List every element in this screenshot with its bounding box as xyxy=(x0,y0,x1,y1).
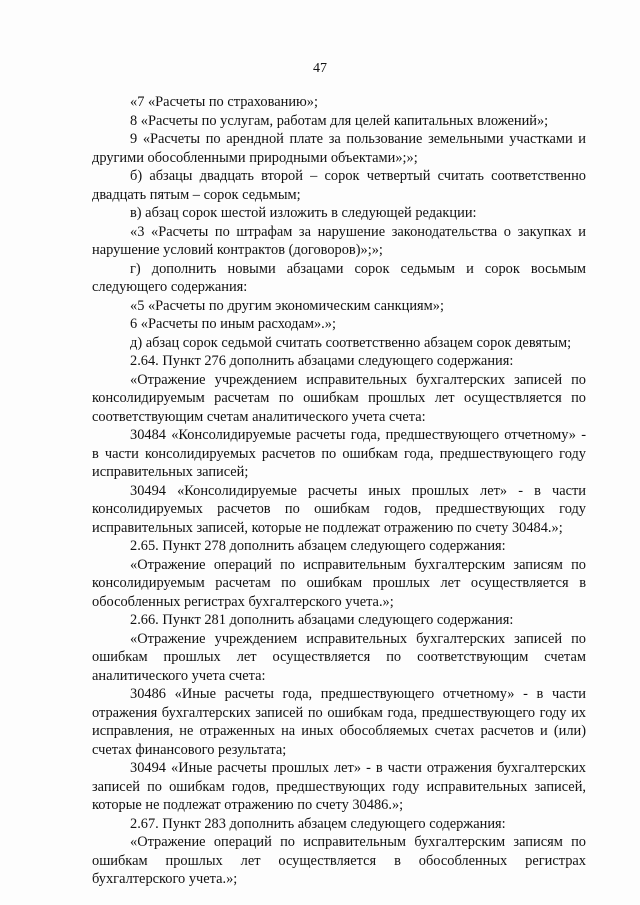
paragraph: 2.65. Пункт 278 дополнить абзацем следующего содержания: xyxy=(130,538,506,554)
paragraph: 30494 «Иные расчеты прошлых лет» - в части отражения бухгалтерских записей по ошибкам годов, предшествующих году исправительных записей, которые не подлежат отражению по счету 30486.»; xyxy=(92,760,586,813)
paragraph: 8 «Расчеты по услугам, работам для целей капитальных вложений»; xyxy=(130,112,549,129)
paragraph: 30484 «Консолидируемые расчеты года, предшествующего отчетному» - в части консолидируемых расчетов по ошибкам года, предшествующего году исправительных записей; xyxy=(92,427,586,480)
paragraph: 6 «Расчеты по иным расходам».»; xyxy=(130,316,336,332)
paragraph: 30486 «Иные расчеты года, предшествующего отчетному» - в части отражения бухгалтерских записей по ошибкам года, предшествующего году их исправления, не отраженных на иных обособляемых счетах расчетов и (или) счетах финансового результата; xyxy=(92,686,586,758)
paragraph: «7 «Расчеты по страхованию»; xyxy=(130,94,318,110)
page-number: 47 xyxy=(313,61,327,76)
paragraph: «5 «Расчеты по другим экономическим санкциям»; xyxy=(130,297,444,314)
paragraph: 30494 «Консолидируемые расчеты иных прошлых лет» - в части консолидируемых расчетов по ошибкам годов, предшествующих году исправительных записей, которые не подлежат отражению по счету 30484.»; xyxy=(92,482,586,536)
paragraph: 2.64. Пункт 276 дополнить абзацами следующего содержания: xyxy=(130,353,514,369)
paragraph: 9 «Расчеты по арендной плате за пользование земельными участками и другими обособленными природными объектами»;»; xyxy=(92,131,586,166)
paragraph: 2.66. Пункт 281 дополнить абзацами следующего содержания: xyxy=(130,612,514,628)
paragraph: 2.67. Пункт 283 дополнить абзацем следующего содержания: xyxy=(130,815,506,832)
paragraph: «Отражение операций по исправительным бухгалтерским записям по ошибкам прошлых лет осуществляется в обособленных регистрах бухгалтерского учета.»; xyxy=(92,834,586,887)
paragraph: «Отражение учреждением исправительных бухгалтерских записей по ошибкам прошлых лет осуществляется по соответствующим счетам аналитического учета счета: xyxy=(92,630,586,684)
paragraph: в) абзац сорок шестой изложить в следующей редакции: xyxy=(130,205,477,221)
paragraph: б) абзацы двадцать второй – сорок четвертый считать соответственно двадцать пятым – сорок седьмым; xyxy=(92,168,586,203)
paragraph: «Отражение операций по исправительным бухгалтерским записям по консолидируемым расчетам по ошибкам прошлых лет осуществляется в обособленных регистрах бухгалтерского учета.»; xyxy=(92,556,586,610)
paragraph: «Отражение учреждением исправительных бухгалтерских записей по консолидируемым расчетам по ошибкам прошлых лет осуществляется по соответствующим счетам аналитического учета счета: xyxy=(92,371,586,425)
paragraph: «3 «Расчеты по штрафам за нарушение законодательства о закупках и нарушение условий контрактов (договоров)»;»; xyxy=(92,223,586,258)
paragraph: д) абзац сорок седьмой считать соответственно абзацем сорок девятым; xyxy=(130,334,572,351)
document-body xyxy=(92,93,586,889)
paragraph: г) дополнить новыми абзацами сорок седьмым и сорок восьмым следующего содержания: xyxy=(92,260,586,295)
